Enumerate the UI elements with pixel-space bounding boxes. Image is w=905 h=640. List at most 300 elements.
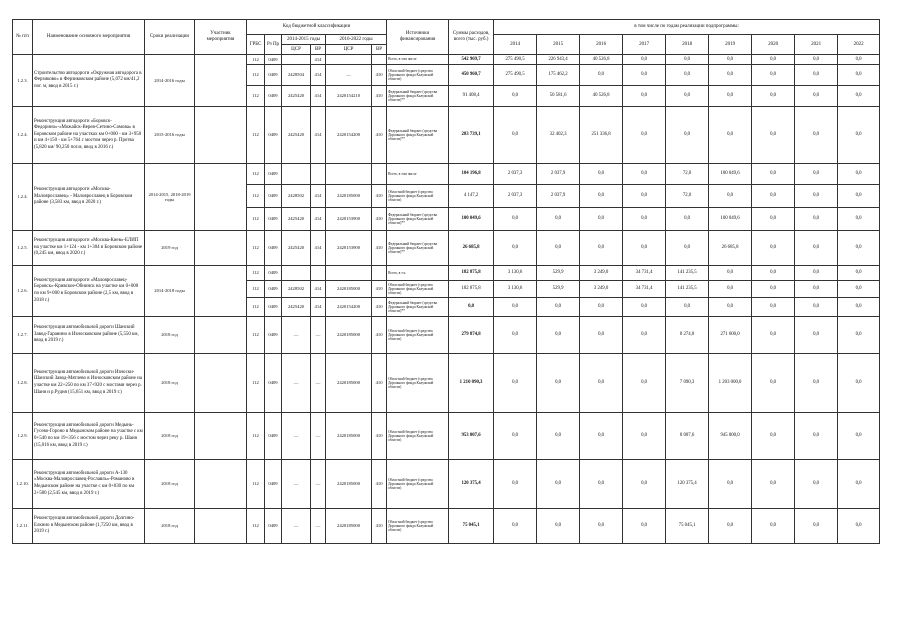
vr-2014-cell: — xyxy=(311,317,326,354)
participant-cell xyxy=(195,231,247,266)
year-amount-cell: 0,0 xyxy=(709,65,752,86)
year-amount-cell: 0,0 xyxy=(623,107,666,164)
vr-2014-cell xyxy=(311,164,326,185)
year-amount-cell: 0,0 xyxy=(709,266,752,281)
vr-2014-cell xyxy=(311,266,326,281)
vr-2016-cell: 410 xyxy=(372,460,387,509)
total-amount-cell: 91 408,4 xyxy=(449,86,494,107)
year-amount-cell: 0,0 xyxy=(752,413,795,460)
measure-name: Реконструкция автомобильной дороги Шанский Завод-Гаранино в Износковском районе (5,550 км, ввод в 2019 г.) xyxy=(33,317,145,354)
year-amount-cell: 0,0 xyxy=(494,460,537,509)
csr-2014-cell: 2425420 xyxy=(282,208,311,231)
participant-cell xyxy=(195,413,247,460)
rzpr-cell: 0409 xyxy=(265,86,282,107)
year-amount-cell: 0,0 xyxy=(709,185,752,208)
measure-name: Реконструкция автомобильной дороги А-130 «Москва-Малоярославец-Рославль»-Романово в Медынском районе на участке с км 0+030 по км 2+580 (2,545 км, ввод в 2019 г.) xyxy=(33,460,145,509)
vr-2016-cell: 410 xyxy=(372,354,387,413)
year-amount-cell: 75 045,1 xyxy=(666,509,709,544)
csr-2016-cell xyxy=(326,55,372,65)
year-amount-cell: 0,0 xyxy=(623,298,666,317)
year-amount-cell: 0,0 xyxy=(666,208,709,231)
participant-cell xyxy=(195,460,247,509)
year-amount-cell: 40 526,8 xyxy=(580,86,623,107)
total-amount-cell: 182 875,8 xyxy=(449,281,494,298)
year-amount-cell: 0,0 xyxy=(752,509,795,544)
grbs-cell: 112 xyxy=(247,208,265,231)
rzpr-cell: 0409 xyxy=(265,208,282,231)
year-amount-cell: 271 600,0 xyxy=(709,317,752,354)
table-row xyxy=(13,164,880,185)
year-amount-cell: 0,0 xyxy=(795,354,838,413)
funding-source-cell: Федеральный бюджет (средства Дорожного фонда Калужской области)** xyxy=(387,86,449,107)
year-amount-cell: 0,0 xyxy=(838,164,880,185)
csr-2014-cell: — xyxy=(282,317,311,354)
year-amount-cell: 0,0 xyxy=(709,55,752,65)
year-amount-cell: 3 130,6 xyxy=(494,281,537,298)
total-amount-cell: 182 875,8 xyxy=(449,266,494,281)
csr-2016-cell: 2420185000 xyxy=(326,185,372,208)
csr-2014-cell: 2428504 xyxy=(282,65,311,86)
csr-2014-cell: — xyxy=(282,509,311,544)
vr-2016-cell xyxy=(372,164,387,185)
funding-source-cell: Всего, в т.ч. xyxy=(387,266,449,281)
rzpr-cell: 0409 xyxy=(265,413,282,460)
vr-2014-cell: 414 xyxy=(311,55,326,65)
funding-source-cell: Областной бюджет (средства Дорожного фонда Калужской области) xyxy=(387,281,449,298)
vr-2014-cell: — xyxy=(311,509,326,544)
year-amount-cell: 0,0 xyxy=(623,65,666,86)
csr-2014-cell xyxy=(282,164,311,185)
year-amount-cell: 0,0 xyxy=(752,317,795,354)
rzpr-cell: 0409 xyxy=(265,231,282,266)
vr-2014-cell: 414 xyxy=(311,86,326,107)
year-amount-cell: 50 581,6 xyxy=(537,86,580,107)
header-total: Суммы расходов, всего (тыс. руб.) xyxy=(449,20,494,55)
csr-2016-cell: 2420185000 xyxy=(326,317,372,354)
header-csr: ЦСР xyxy=(326,45,372,55)
year-amount-cell: 0,0 xyxy=(666,107,709,164)
table-row xyxy=(13,317,880,354)
year-amount-cell: 0,0 xyxy=(666,65,709,86)
csr-2016-cell: 2420185000 xyxy=(326,354,372,413)
header-vr: ВР xyxy=(311,45,326,55)
total-amount-cell: 953 007,6 xyxy=(449,413,494,460)
csr-2016-cell: 2420185000 xyxy=(326,509,372,544)
year-amount-cell: 0,0 xyxy=(795,86,838,107)
year-amount-cell: 0,0 xyxy=(580,460,623,509)
header-num: № п/п xyxy=(13,20,33,55)
rzpr-cell: 0409 xyxy=(265,164,282,185)
vr-2016-cell: 410 xyxy=(372,281,387,298)
header-year: 2015 xyxy=(537,35,580,55)
header-csr: ЦСР xyxy=(282,45,311,55)
total-amount-cell: 0,0 xyxy=(449,298,494,317)
total-amount-cell: 279 874,8 xyxy=(449,317,494,354)
measure-name: Реконструкция автодороги «Москва-Киев»-ЕЛИП на участке км 1+124 - км 1+304 в Боровском районе (0,245 км, ввод в 2020 г.) xyxy=(33,231,145,266)
year-amount-cell: 26 685,8 xyxy=(709,231,752,266)
funding-source-cell: Областной бюджет (средства Дорожного фонда Калужской области) xyxy=(387,317,449,354)
measure-term: 2019 год xyxy=(145,231,195,266)
grbs-cell: 112 xyxy=(247,266,265,281)
measure-name: Реконструкция автодороги «Боровск-Федорино»-«Можайск-Верея-Сетино-Сомова» в Боровском районе на участках км 0+000 - км 3+950 и км 4+150 - км 5+764 с мостом через р. Протва (5,820 км/ 90,250 пог.м, ввод в 2016 г.) xyxy=(33,107,145,164)
year-amount-cell: 0,0 xyxy=(623,86,666,107)
vr-2014-cell: 414 xyxy=(311,65,326,86)
total-amount-cell: 450 960,7 xyxy=(449,65,494,86)
year-amount-cell: 0,0 xyxy=(580,65,623,86)
year-amount-cell: 0,0 xyxy=(623,231,666,266)
row-number: 1.2.9. xyxy=(13,413,33,460)
measure-term: 2018 год xyxy=(145,354,195,413)
year-amount-cell: 275 490,5 xyxy=(494,65,537,86)
year-amount-cell: 0,0 xyxy=(838,281,880,298)
csr-2016-cell: — xyxy=(326,65,372,86)
header-year: 2014 xyxy=(494,35,537,55)
header-budget-code: Код бюджетной классификации xyxy=(247,20,387,35)
year-amount-cell: 0,0 xyxy=(838,413,880,460)
funding-source-cell: Областной бюджет (средства Дорожного фонда Калужской области) xyxy=(387,185,449,208)
budget-table xyxy=(12,19,880,544)
year-amount-cell: 0,0 xyxy=(838,208,880,231)
total-amount-cell: 75 045,1 xyxy=(449,509,494,544)
grbs-cell: 112 xyxy=(247,164,265,185)
funding-source-cell: Областной бюджет (средства Дорожного фонда Калужской области) xyxy=(387,460,449,509)
year-amount-cell: 0,0 xyxy=(537,413,580,460)
year-amount-cell: 0,0 xyxy=(795,65,838,86)
row-number: 1.2.6. xyxy=(13,266,33,317)
measure-term: 2018 год xyxy=(145,317,195,354)
participant-cell xyxy=(195,509,247,544)
year-amount-cell: 0,0 xyxy=(580,298,623,317)
measure-term: 2018 год xyxy=(145,509,195,544)
year-amount-cell: 40 526,8 xyxy=(580,55,623,65)
year-amount-cell: 0,0 xyxy=(752,354,795,413)
vr-2016-cell: 410 xyxy=(372,509,387,544)
year-amount-cell: 0,0 xyxy=(838,460,880,509)
rzpr-cell: 0409 xyxy=(265,185,282,208)
year-amount-cell: 0,0 xyxy=(494,354,537,413)
year-amount-cell: 0,0 xyxy=(838,354,880,413)
year-amount-cell: 0,0 xyxy=(795,281,838,298)
year-amount-cell: 0,0 xyxy=(494,413,537,460)
year-amount-cell: 141 235,5 xyxy=(666,281,709,298)
year-amount-cell: 0,0 xyxy=(537,231,580,266)
table-row xyxy=(13,266,880,281)
year-amount-cell: 0,0 xyxy=(580,208,623,231)
year-amount-cell: 0,0 xyxy=(709,298,752,317)
year-amount-cell: 0,0 xyxy=(623,413,666,460)
year-amount-cell: 0,0 xyxy=(795,107,838,164)
measure-term: 2014-2015, 2018-2019 годы xyxy=(145,164,195,231)
row-number: 1.2.11. xyxy=(13,509,33,544)
total-amount-cell: 104 196,8 xyxy=(449,164,494,185)
year-amount-cell: 0,0 xyxy=(752,208,795,231)
grbs-cell: 112 xyxy=(247,460,265,509)
funding-source-cell: Федеральный бюджет (средства Дорожного фонда Калужской области)** xyxy=(387,107,449,164)
row-number: 1.2.4. xyxy=(13,107,33,164)
funding-source-cell: Областной бюджет (средства Дорожного фонда Калужской области) xyxy=(387,354,449,413)
csr-2016-cell xyxy=(326,164,372,185)
header-term: Сроки реализации xyxy=(145,20,195,55)
csr-2014-cell: 2425420 xyxy=(282,231,311,266)
table-row xyxy=(13,509,880,544)
measure-name: Реконструкция автодороги «Малоярославец-Боровск»-Кривское-Обнинск на участке км 0+000 по км 9+000 в Боровском районе (2,5 км, ввод в 2018 г.) xyxy=(33,266,145,317)
year-amount-cell: 0,0 xyxy=(623,317,666,354)
year-amount-cell: 0,0 xyxy=(838,317,880,354)
funding-source-cell: Областной бюджет (средства Дорожного фонда Калужской области) xyxy=(387,509,449,544)
year-amount-cell: 0,0 xyxy=(623,509,666,544)
vr-2016-cell: 410 xyxy=(372,107,387,164)
year-amount-cell: 0,0 xyxy=(709,86,752,107)
year-amount-cell: 0,0 xyxy=(752,55,795,65)
year-amount-cell: 251 336,8 xyxy=(580,107,623,164)
rzpr-cell: 0409 xyxy=(265,354,282,413)
year-amount-cell: 0,0 xyxy=(838,65,880,86)
vr-2016-cell: 410 xyxy=(372,413,387,460)
measure-term: 2015-2016 годы xyxy=(145,107,195,164)
csr-2016-cell xyxy=(326,266,372,281)
year-amount-cell: 529,9 xyxy=(537,266,580,281)
row-number: 1.2.7. xyxy=(13,317,33,354)
csr-2016-cell: 2420185000 xyxy=(326,460,372,509)
row-number: 1.2.8. xyxy=(13,354,33,413)
csr-2016-cell: 2420154200 xyxy=(326,107,372,164)
year-amount-cell: 100 049,6 xyxy=(709,208,752,231)
vr-2016-cell: 410 xyxy=(372,65,387,86)
vr-2014-cell: 414 xyxy=(311,208,326,231)
year-amount-cell: 0,0 xyxy=(666,298,709,317)
grbs-cell: 112 xyxy=(247,317,265,354)
rzpr-cell: 0409 xyxy=(265,65,282,86)
year-amount-cell: 0,0 xyxy=(838,298,880,317)
table-row xyxy=(13,460,880,509)
participant-cell xyxy=(195,107,247,164)
csr-2016-cell: 2420154210 xyxy=(326,86,372,107)
funding-source-cell: Федеральный бюджет (средства Дорожного фонда Калужской области)** xyxy=(387,298,449,317)
csr-2014-cell: 2425420 xyxy=(282,107,311,164)
year-amount-cell: 0,0 xyxy=(795,55,838,65)
header-year: 2016 xyxy=(580,35,623,55)
year-amount-cell: 0,0 xyxy=(795,231,838,266)
rzpr-cell: 0409 xyxy=(265,266,282,281)
year-amount-cell: 0,0 xyxy=(537,208,580,231)
year-amount-cell: 0,0 xyxy=(623,164,666,185)
row-number: 1.2.3. xyxy=(13,55,33,107)
vr-2016-cell: 410 xyxy=(372,231,387,266)
measure-term: 2018 год xyxy=(145,460,195,509)
vr-2014-cell: — xyxy=(311,413,326,460)
rzpr-cell: 0409 xyxy=(265,281,282,298)
funding-source-cell: Федеральный бюджет (средства Дорожного фонда Калужской области)** xyxy=(387,231,449,266)
table-row xyxy=(13,55,880,65)
csr-2014-cell xyxy=(282,266,311,281)
year-amount-cell: 0,0 xyxy=(580,413,623,460)
measure-term: 2014-2016 годы xyxy=(145,55,195,107)
header-year: 2020 xyxy=(752,35,795,55)
total-amount-cell: 1 210 090,3 xyxy=(449,354,494,413)
rzpr-cell: 0409 xyxy=(265,298,282,317)
year-amount-cell: 0,0 xyxy=(709,460,752,509)
participant-cell xyxy=(195,317,247,354)
year-amount-cell: 34 731,4 xyxy=(623,281,666,298)
year-amount-cell: 34 731,4 xyxy=(623,266,666,281)
header-year: 2018 xyxy=(666,35,709,55)
year-amount-cell: 0,0 xyxy=(795,460,838,509)
year-amount-cell: 0,0 xyxy=(623,185,666,208)
csr-2014-cell: — xyxy=(282,460,311,509)
year-amount-cell: 32 402,3 xyxy=(537,107,580,164)
participant-cell xyxy=(195,164,247,231)
vr-2014-cell: 414 xyxy=(311,281,326,298)
vr-2014-cell: 414 xyxy=(311,107,326,164)
total-amount-cell: 100 049,6 xyxy=(449,208,494,231)
year-amount-cell: 0,0 xyxy=(795,164,838,185)
year-amount-cell: 0,0 xyxy=(623,208,666,231)
year-amount-cell: 0,0 xyxy=(494,107,537,164)
year-amount-cell: 0,0 xyxy=(752,185,795,208)
vr-2014-cell: — xyxy=(311,460,326,509)
year-amount-cell: 0,0 xyxy=(494,298,537,317)
csr-2014-cell: 2425420 xyxy=(282,86,311,107)
year-amount-cell: 0,0 xyxy=(537,509,580,544)
year-amount-cell: 3 249,0 xyxy=(580,281,623,298)
funding-source-cell: Всего, в том числе xyxy=(387,164,449,185)
csr-2014-cell: 2428502 xyxy=(282,185,311,208)
year-amount-cell: 0,0 xyxy=(795,185,838,208)
year-amount-cell: 0,0 xyxy=(623,354,666,413)
vr-2014-cell: 414 xyxy=(311,298,326,317)
rzpr-cell: 0409 xyxy=(265,317,282,354)
year-amount-cell: 0,0 xyxy=(838,509,880,544)
year-amount-cell: 0,0 xyxy=(752,231,795,266)
total-amount-cell: 120 375,4 xyxy=(449,460,494,509)
year-amount-cell: 100 049,6 xyxy=(709,164,752,185)
header-2016-2022: 2016-2022 годы xyxy=(326,35,387,45)
year-amount-cell: 0,0 xyxy=(752,298,795,317)
csr-2014-cell: — xyxy=(282,413,311,460)
total-amount-cell: 283 739,1 xyxy=(449,107,494,164)
vr-2016-cell xyxy=(372,55,387,65)
rzpr-cell: 0409 xyxy=(265,107,282,164)
measure-name: Реконструкция автомобильной дороги Износки-Шанский Завод-Мятлево в Износковском районе на участке км 22+250 по км 37+920 с мостами через р. Шаня и р.Рудня (15,651 км, ввод в 2019 г.) xyxy=(33,354,145,413)
year-amount-cell: 0,0 xyxy=(494,509,537,544)
year-amount-cell: 2 037,9 xyxy=(537,164,580,185)
year-amount-cell: 0,0 xyxy=(752,266,795,281)
year-amount-cell: 8 274,8 xyxy=(666,317,709,354)
year-amount-cell: 0,0 xyxy=(795,208,838,231)
year-amount-cell: 0,0 xyxy=(709,281,752,298)
vr-2016-cell: 410 xyxy=(372,298,387,317)
year-amount-cell: 141 235,5 xyxy=(666,266,709,281)
year-amount-cell: 8 007,6 xyxy=(666,413,709,460)
year-amount-cell: 0,0 xyxy=(494,86,537,107)
measure-name: Реконструкция автодороги «Москва-Малоярославец» - Малоярославец в Боровском районе (3,583 км, ввод в 2020 г.) xyxy=(33,164,145,231)
year-amount-cell: 0,0 xyxy=(795,413,838,460)
year-amount-cell: 0,0 xyxy=(795,266,838,281)
year-amount-cell: 0,0 xyxy=(838,266,880,281)
year-amount-cell: 0,0 xyxy=(580,231,623,266)
grbs-cell: 112 xyxy=(247,281,265,298)
year-amount-cell: 0,0 xyxy=(580,164,623,185)
header-year: 2017 xyxy=(623,35,666,55)
year-amount-cell: 0,0 xyxy=(580,185,623,208)
year-amount-cell: 529,9 xyxy=(537,281,580,298)
year-amount-cell: 2 037,3 xyxy=(494,164,537,185)
funding-source-cell: Всего, в том числе xyxy=(387,55,449,65)
year-amount-cell: 0,0 xyxy=(623,55,666,65)
year-amount-cell: 0,0 xyxy=(752,164,795,185)
year-amount-cell: 0,0 xyxy=(666,231,709,266)
total-amount-cell: 542 969,7 xyxy=(449,55,494,65)
funding-source-cell: Областной бюджет (средства Дорожного фонда Калужской области) xyxy=(387,413,449,460)
year-amount-cell: 0,0 xyxy=(838,86,880,107)
measure-name: Реконструкция автомобильной дороги Медынь-Гусево-Гороно в Медынском районе на участке с км 0+540 по км 19+356 с мостом через реку р. Шаня (15,016 км, ввод в 2019 г.) xyxy=(33,413,145,460)
header-year: 2019 xyxy=(709,35,752,55)
header-rzpr: Рз Пр xyxy=(265,35,282,55)
header-year: 2021 xyxy=(795,35,838,55)
table-body xyxy=(13,55,880,544)
participant-cell xyxy=(195,354,247,413)
csr-2016-cell: 2420185000 xyxy=(326,413,372,460)
vr-2014-cell: 414 xyxy=(311,231,326,266)
vr-2016-cell: 410 xyxy=(372,317,387,354)
year-amount-cell: 0,0 xyxy=(838,107,880,164)
year-amount-cell: 0,0 xyxy=(623,460,666,509)
year-amount-cell: 0,0 xyxy=(752,281,795,298)
participant-cell xyxy=(195,266,247,317)
grbs-cell: 112 xyxy=(247,185,265,208)
funding-source-cell: Областной бюджет (средства Дорожного фонда Калужской области) xyxy=(387,65,449,86)
header-grbs: ГРБС xyxy=(247,35,265,55)
vr-2014-cell: 414 xyxy=(311,185,326,208)
year-amount-cell: 0,0 xyxy=(795,317,838,354)
year-amount-cell: 0,0 xyxy=(795,509,838,544)
header-source: Источники финансирования xyxy=(387,20,449,55)
year-amount-cell: 120 375,4 xyxy=(666,460,709,509)
year-amount-cell: 72,0 xyxy=(666,185,709,208)
year-amount-cell: 0,0 xyxy=(795,298,838,317)
row-number: 1.2.10. xyxy=(13,460,33,509)
grbs-cell: 112 xyxy=(247,231,265,266)
year-amount-cell: 0,0 xyxy=(838,55,880,65)
year-amount-cell: 72,0 xyxy=(666,164,709,185)
year-amount-cell: 175 462,2 xyxy=(537,65,580,86)
grbs-cell: 112 xyxy=(247,107,265,164)
vr-2016-cell: 410 xyxy=(372,208,387,231)
year-amount-cell: 0,0 xyxy=(537,354,580,413)
csr-2016-cell: 2420154200 xyxy=(326,298,372,317)
table-row xyxy=(13,231,880,266)
total-amount-cell: 4 147,2 xyxy=(449,185,494,208)
year-amount-cell: 3 249,0 xyxy=(580,266,623,281)
table-row xyxy=(13,413,880,460)
year-amount-cell: 0,0 xyxy=(666,55,709,65)
year-amount-cell: 0,0 xyxy=(537,317,580,354)
csr-2016-cell: 2420153900 xyxy=(326,231,372,266)
row-number: 1.2.5. xyxy=(13,231,33,266)
year-amount-cell: 0,0 xyxy=(494,317,537,354)
total-amount-cell: 26 685,8 xyxy=(449,231,494,266)
year-amount-cell: 0,0 xyxy=(537,460,580,509)
year-amount-cell: 0,0 xyxy=(709,509,752,544)
grbs-cell: 112 xyxy=(247,55,265,65)
year-amount-cell: 0,0 xyxy=(494,231,537,266)
grbs-cell: 112 xyxy=(247,86,265,107)
grbs-cell: 112 xyxy=(247,413,265,460)
vr-2016-cell: 410 xyxy=(372,185,387,208)
header-vr: ВР xyxy=(372,45,387,55)
funding-source-cell: Федеральный бюджет (средства Дорожного фонда Калужской области)** xyxy=(387,208,449,231)
measure-name: Реконструкция автомобильной дороги Долгино-Елкино в Медынском районе (1,7250 км, ввод в 2019 г.) xyxy=(33,509,145,544)
